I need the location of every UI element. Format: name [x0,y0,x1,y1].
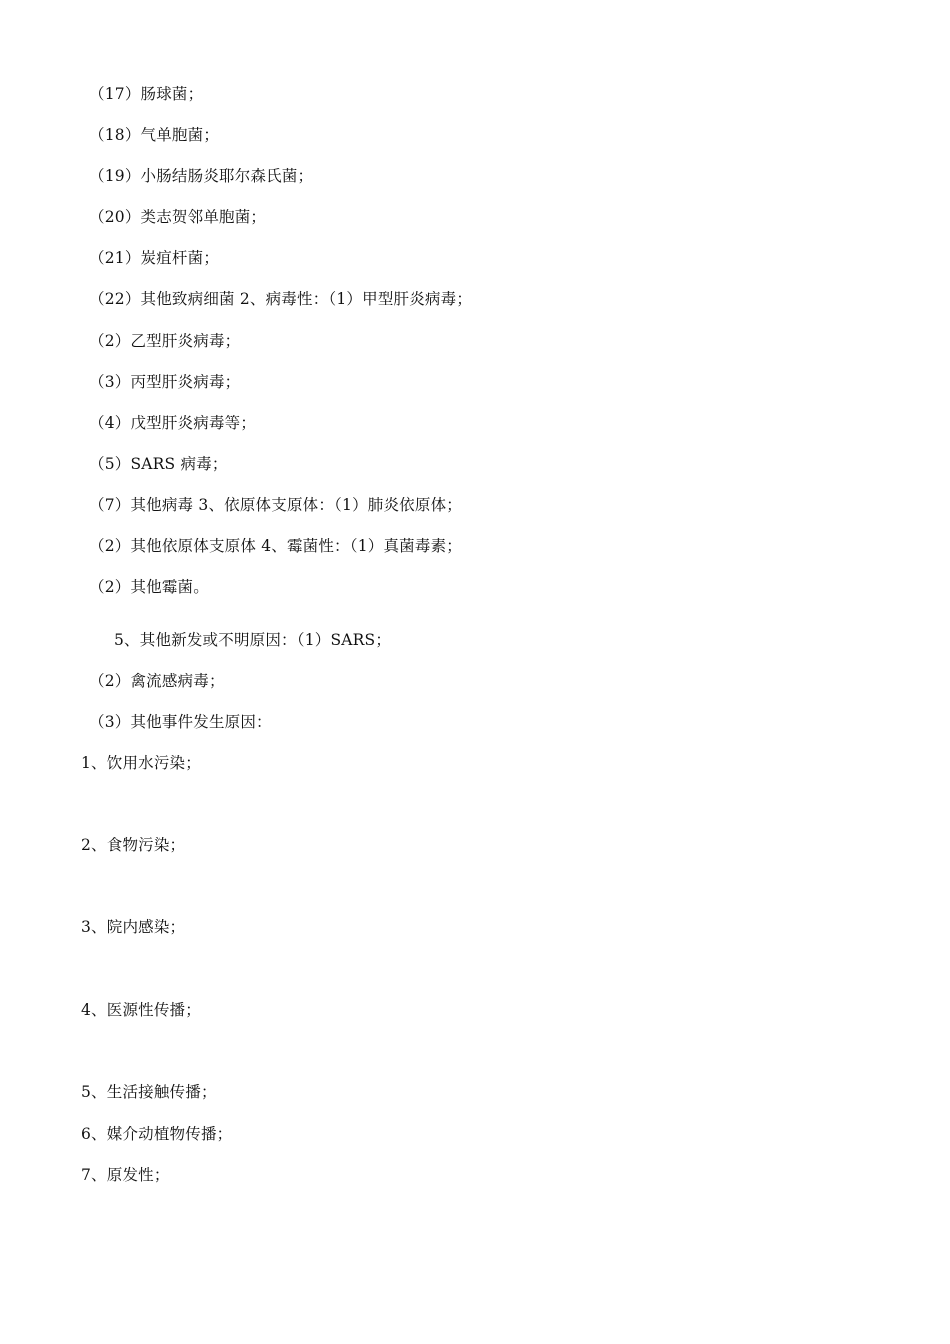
text-line-4: （20）类志贺邻单胞菌； [89,208,267,226]
text-line-15: （2）禽流感病毒； [89,672,225,690]
text-line-11: （7）其他病毒 3、依原体支原体：（1）肺炎依原体； [89,496,462,514]
text-line-22: 6、媒介动植物传播； [81,1125,233,1143]
text-line-1: （17）肠球菌； [89,85,204,103]
text-line-20: 4、医源性传播； [81,1001,201,1019]
text-line-18: 2、食物污染； [81,836,186,854]
text-line-7: （2）乙型肝炎病毒； [89,332,241,350]
text-line-23: 7、原发性； [81,1166,170,1184]
text-line-5: （21）炭疽杆菌； [89,249,220,267]
text-line-17: 1、饮用水污染； [81,754,201,772]
text-line-19: 3、院内感染； [81,918,186,936]
text-line-16: （3）其他事件发生原因： [89,713,272,731]
text-line-13: （2）其他霉菌。 [89,578,209,596]
text-line-3: （19）小肠结肠炎耶尔森氏菌； [89,167,314,185]
text-line-9: （4）戊型肝炎病毒等； [89,414,257,432]
text-line-6: （22）其他致病细菌 2、病毒性：（1）甲型肝炎病毒； [89,290,473,308]
text-line-10: （5）SARS 病毒； [89,455,228,473]
text-line-2: （18）气单胞菌； [89,126,220,144]
text-line-12: （2）其他依原体支原体 4、霉菌性：（1）真菌毒素； [89,537,462,555]
text-line-14: 5、其他新发或不明原因：（1）SARS； [114,631,392,649]
text-line-21: 5、生活接触传播； [81,1083,217,1101]
text-line-8: （3）丙型肝炎病毒； [89,373,241,391]
